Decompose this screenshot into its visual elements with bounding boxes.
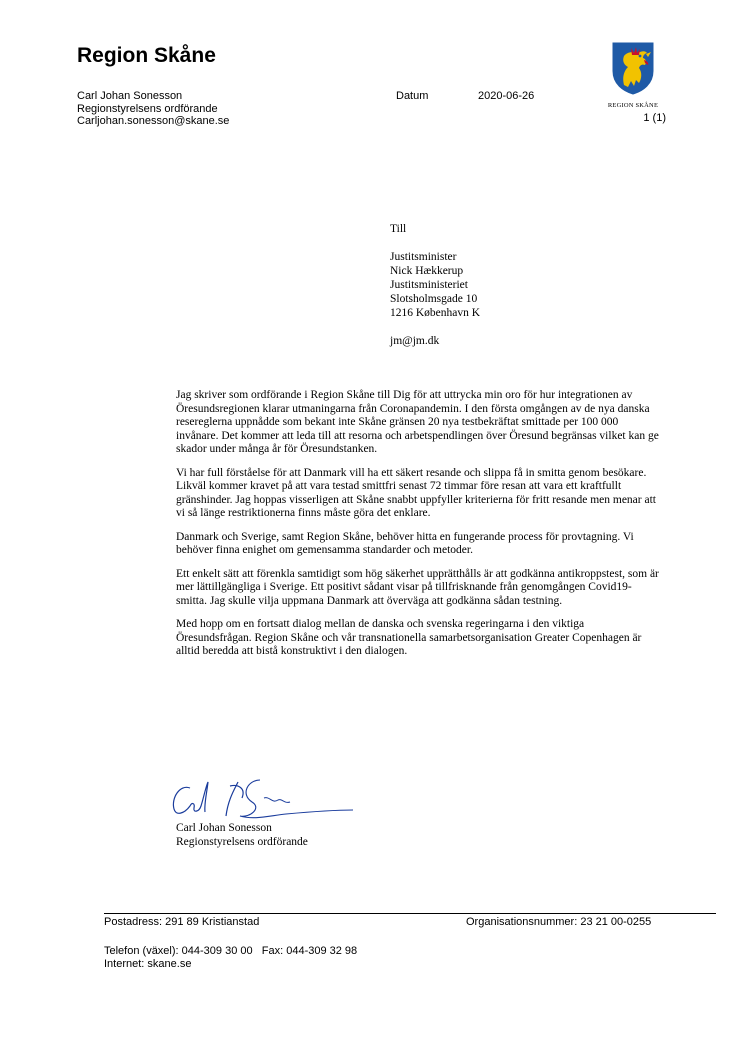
- phone-fax: Telefon (växel): 044-309 30 00 Fax: 044-309 32 98: [104, 945, 358, 957]
- griffin-shield-icon: [610, 41, 656, 95]
- sender-name: Carl Johan Sonesson: [77, 90, 183, 102]
- body-paragraph: Ett enkelt sätt att förenkla samtidigt som hög säkerhet upprätthålls är att godkänna antikroppstest, som är mer lättillgängliga i Sverige. Ett positivt sådant visar på tillfrisknande från genomgången Covid19-smitta. Jag skulle vilja uppmana Danmark att överväga att godkänna sådan testning.: [176, 567, 659, 607]
- recipient-line: 1216 København K: [390, 307, 481, 319]
- signer-title: Regionstyrelsens ordförande: [176, 836, 308, 848]
- page-number: 1 (1): [643, 112, 666, 124]
- recipient-email[interactable]: jm@jm.dk: [390, 335, 440, 347]
- letter-body: [176, 389, 661, 669]
- organisation-number: Organisationsnummer: 23 21 00-0255: [466, 916, 652, 928]
- recipient-line: Nick Hækkerup: [390, 265, 464, 277]
- recipient-block: [390, 222, 480, 348]
- recipient-line: Justitsministeriet: [390, 279, 468, 291]
- internet-link[interactable]: Internet: skane.se: [104, 957, 192, 970]
- closing-block: [176, 821, 308, 849]
- date-label: Datum: [396, 90, 429, 102]
- sender-title: Regionstyrelsens ordförande: [77, 102, 218, 115]
- body-paragraph: Vi har full förståelse för att Danmark vill ha ett säkert resande och slippa få in smitta genom besökare. Likväl kommer kravet på att vara testad smittfri senast 72 timmar före resan att vara ett kraftfullt gränshinder. Jag hoppas visserligen att Skåne snabbt uppfyller kriterierna för fritt resande men menar att vi så länge restriktionerna finns måste göra det enklare.: [176, 466, 656, 519]
- recipient-salutation: Till: [390, 223, 407, 235]
- sender-email[interactable]: Carljohan.sonesson@skane.se: [77, 115, 230, 127]
- org-title: Region Skåne: [77, 44, 216, 67]
- contact-block: [104, 945, 357, 970]
- logo-caption: REGION SKÅNE: [607, 102, 659, 109]
- region-skane-logo: [603, 41, 663, 109]
- body-paragraph: Danmark och Sverige, samt Region Skåne, behöver hitta en fungerande process för provtagning. Vi behöver finna enighet om gemensamma standarder och metoder.: [176, 530, 634, 556]
- body-paragraph: Jag skriver som ordförande i Region Skåne till Dig för att uttrycka min oro för hur integrationen av Öresundsregionen klarar utmaningarna från Coronapandemin. I den första omgången av de nya danska resereglerna uppnådde som bekant inte Skåne gränsen 20 nya testbekräftat smittade per 100 000 invånare. Det kommer att leda till att resorna och arbetspendlingen över Öresund begränsas vilket kan ge skador under många år för Öresundstanken.: [176, 389, 659, 455]
- postal-address: Postadress: 291 89 Kristianstad: [104, 916, 260, 928]
- recipient-line: Slotsholmsgade 10: [390, 293, 478, 305]
- footer-divider: [104, 913, 716, 914]
- signer-name: Carl Johan Sonesson: [176, 822, 272, 834]
- recipient-line: Justitsminister: [390, 251, 457, 263]
- sender-block: [77, 90, 229, 128]
- date-value: 2020-06-26: [478, 90, 535, 102]
- body-paragraph: Med hopp om en fortsatt dialog mellan de danska och svenska regeringarna i den viktiga Öresundsfrågan. Region Skåne och vår transnationella samarbetsorganisation Greater Copenhagen är alltid beredda att bistå konstruktivt i den dialogen.: [176, 618, 642, 657]
